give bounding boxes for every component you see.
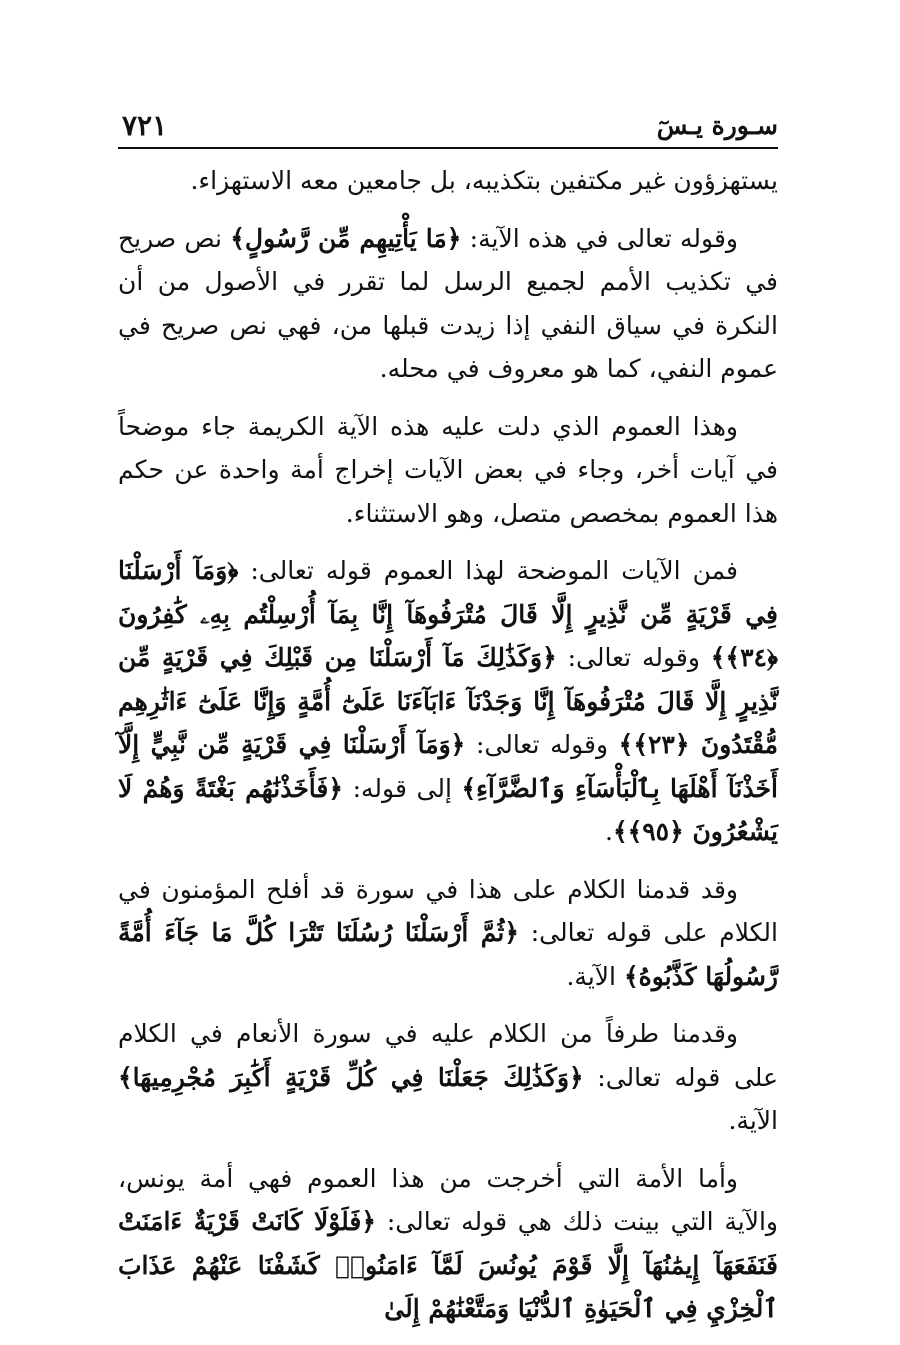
text-segment: وقوله تعالى في هذه الآية: xyxy=(461,223,738,253)
quran-verse: ﴿فَأَخَذْنَٰهُم بَغْتَةً وَهُمْ لَا يَشْعُرُونَ ﴿٩٥﴾﴾ xyxy=(118,773,778,846)
quran-verse: ﴿وَكَذَٰلِكَ مَآ أَرْسَلْنَا مِن قَبْلِكَ فِي قَرْيَةٍ مِّن نَّذِيرٍ إِلَّا قَالَ مُتْرَفُوهَآ إِنَّا وَجَدْنَآ ءَابَآءَنَا عَلَىٰٓ أُمَّةٍ وَإِنَّا عَلَىٰٓ ءَاثَٰرِهِم مُّقْتَدُونَ ﴿٢٣﴾﴾ xyxy=(118,643,778,759)
quran-verse: ﴿وَمَآ أَرْسَلْنَا فِي قَرْيَةٍ مِّن نَّبِيٍّ إِلَّآ أَخَذْنَآ أَهْلَهَا بِٱلْبَأْسَآءِ وَٱلضَّرَّآءِ﴾ xyxy=(118,730,778,803)
text-segment: وهذا العموم الذي دلت عليه هذه الآية الكريمة جاء موضحاً في آيات أخر، وجاء في بعض الآيات إخراج أمة واحدة عن حكم هذا العموم بمخصص متصل، وهو الاستثناء. xyxy=(118,411,778,528)
text-segment: إلى قوله: xyxy=(343,773,462,803)
quran-verse: ﴿ثُمَّ أَرْسَلْنَا رُسُلَنَا تَتْرَا كُلَّ مَا جَآءَ أُمَّةً رَّسُولُهَا كَذَّبُوهُ﴾ xyxy=(118,918,778,991)
paragraph xyxy=(118,1012,778,1143)
quran-verse: ﴿وَمَآ أَرْسَلْنَا فِي قَرْيَةٍ مِّن نَّذِيرٍ إِلَّا قَالَ مُتْرَفُوهَآ إِنَّا بِمَآ أُرْسِلْتُم بِهِۦ كَٰفِرُونَ ﴿٣٤﴾﴾ xyxy=(118,556,778,672)
text-segment: الآية. xyxy=(728,1106,778,1135)
page-number: ٧٢١ xyxy=(122,109,168,142)
quran-verse: ﴿فَلَوْلَا كَانَتْ قَرْيَةٌ ءَامَنَتْ فَنَفَعَهَآ إِيمَٰنُهَآ إِلَّا قَوْمَ يُونُسَ لَمَّآ ءَامَنُوا۟ كَشَفْنَا عَنْهُمْ عَذَابَ ٱلْخِزْيِ فِي ٱلْحَيَوٰةِ ٱلدُّنْيَا وَمَتَّعْنَٰهُمْ إِلَىٰ xyxy=(118,1207,778,1323)
text-segment: يستهزؤون غير مكتفين بتكذيبه، بل جامعين معه الاستهزاء. xyxy=(190,166,778,195)
paragraph xyxy=(118,159,778,203)
surah-title: سـورة يـسٓ xyxy=(656,111,778,140)
text-segment: وقدمنا طرفاً من الكلام عليه في سورة الأنعام في الكلام على قوله تعالى: xyxy=(118,1019,778,1092)
paragraph xyxy=(118,1157,778,1331)
text-segment: نص صريح في تكذيب الأمم لجميع الرسل لما تقرر في الأصول من أن النكرة في سياق النفي إذا زيدت قبلها من، فهي نص صريح في عموم النفي، كما هو معروف في محله. xyxy=(118,223,778,383)
quran-verse: ﴿وَكَذَٰلِكَ جَعَلْنَا فِي كُلِّ قَرْيَةٍ أَكَٰبِرَ مُجْرِمِيهَا﴾ xyxy=(118,1062,584,1092)
text-segment: وقوله تعالى: xyxy=(465,730,619,759)
paragraph xyxy=(118,405,778,536)
paragraph xyxy=(118,217,778,391)
text-segment: وقوله تعالى: xyxy=(556,643,711,672)
page-header xyxy=(118,105,778,149)
text-segment: فمن الآيات الموضحة لهذا العموم قوله تعالى: xyxy=(238,556,739,585)
paragraph xyxy=(118,868,778,999)
text-segment: وأما الأمة التي أخرجت من هذا العموم فهي أمة يونس، والآية التي بينت ذلك هي قوله تعالى: xyxy=(118,1163,779,1236)
text-segment: الآية. xyxy=(566,961,624,991)
page-body xyxy=(118,159,778,1331)
quran-verse: ﴿مَا يَأْتِيهِم مِّن رَّسُولٍ﴾ xyxy=(230,223,462,253)
text-segment: . xyxy=(604,817,613,846)
text-segment: وقد قدمنا الكلام على هذا في سورة قد أفلح المؤمنون في الكلام على قوله تعالى: xyxy=(118,874,778,947)
paragraph xyxy=(118,549,778,854)
book-page xyxy=(118,105,778,1345)
